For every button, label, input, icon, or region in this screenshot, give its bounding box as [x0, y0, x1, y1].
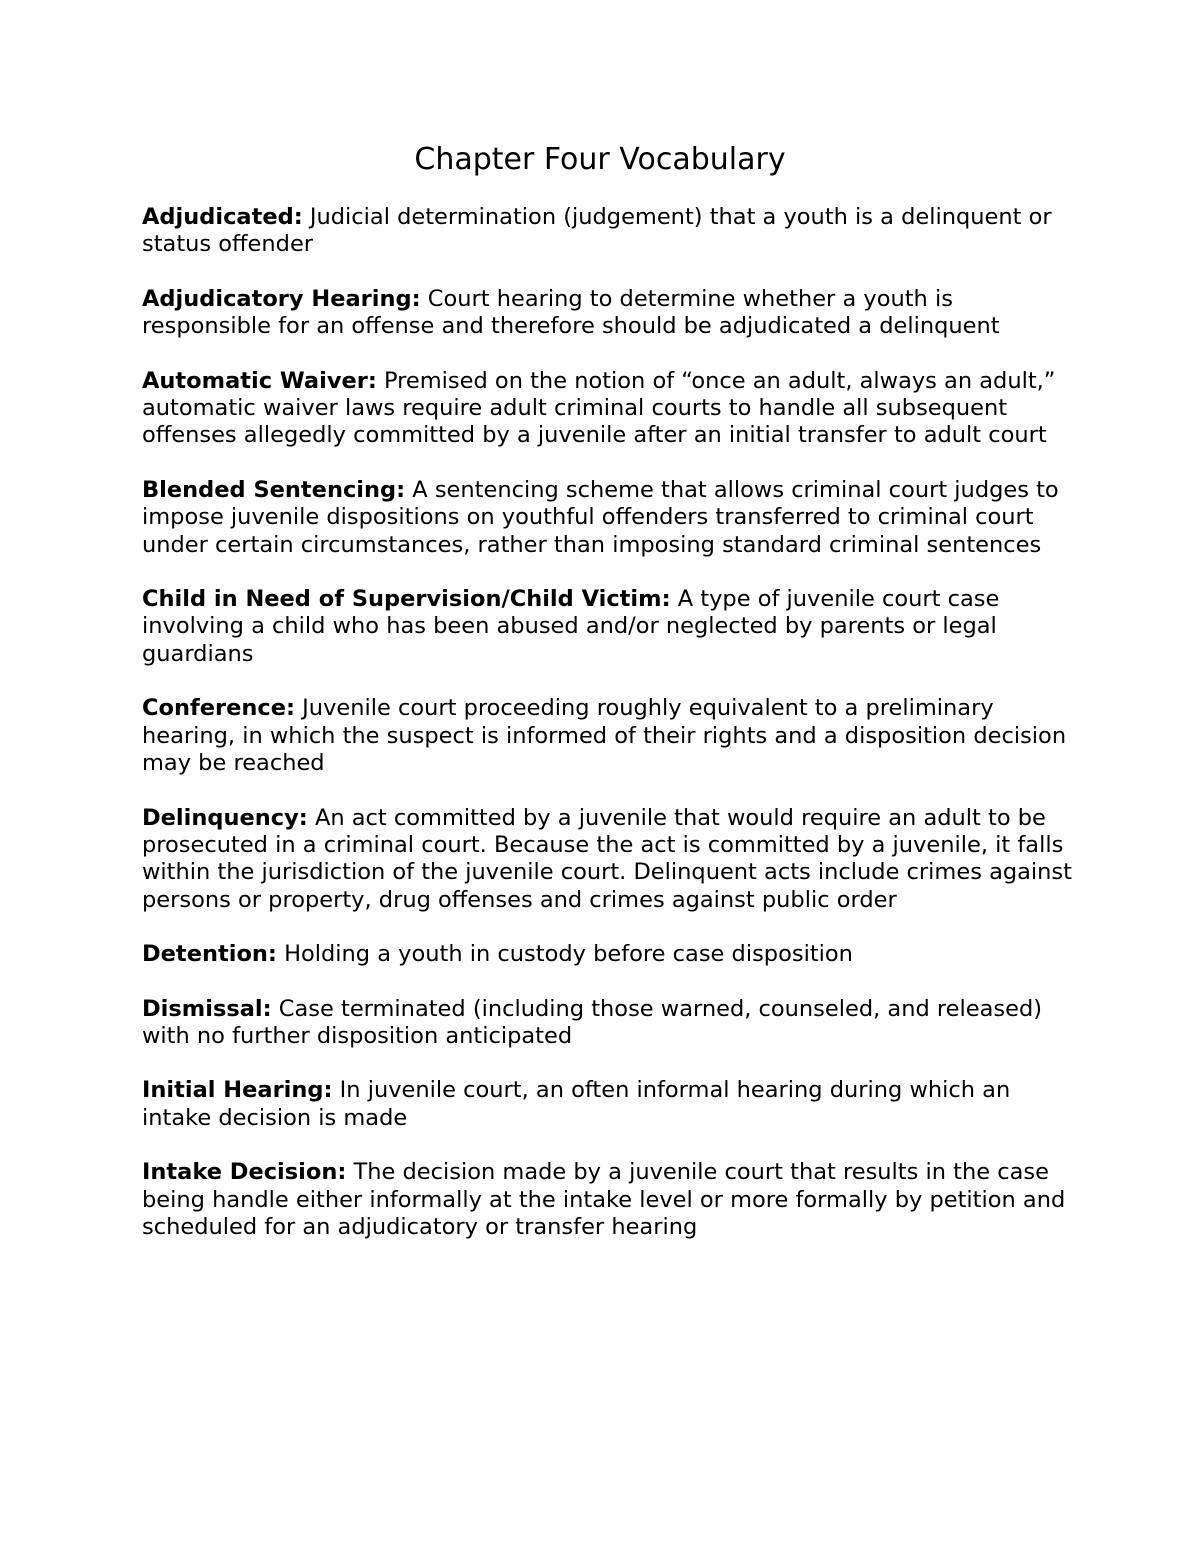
vocabulary-definition: Premised on the notion of “once an adult, always an adult,” automatic waiver laws require adult criminal courts to handle all subsequent offenses allegedly committed by a juvenile after an initial transfer to adult court — [142, 367, 1056, 449]
vocabulary-entry-dismissal — [142, 996, 1072, 1051]
vocabulary-definition: The decision made by a juvenile court that results in the case being handle either informally at the intake level or more formally by petition and scheduled for an adjudicatory or transfer hearing — [142, 1159, 1066, 1240]
vocabulary-term: Blended Sentencing: — [142, 476, 406, 503]
vocabulary-entry-child-in-need-of-supervision — [142, 586, 1072, 668]
vocabulary-definition: Holding a youth in custody before case disposition — [276, 941, 853, 968]
vocabulary-definition: In juvenile court, an often informal hearing during which an intake decision is made — [142, 1077, 1011, 1131]
vocabulary-definition: An act committed by a juvenile that would require an adult to be prosecuted in a criminal court. Because the act is committed by a juvenile, it falls within the jurisdiction of the juvenile court. Delinquent acts include crimes against persons or property, drug offenses and crimes against public order — [142, 804, 1072, 913]
vocabulary-term: Delinquency: — [142, 804, 308, 831]
vocabulary-entry-adjudicated — [142, 204, 1072, 259]
vocabulary-term: Conference: — [142, 695, 296, 722]
vocabulary-term: Detention: — [142, 941, 277, 968]
vocabulary-definition: Court hearing to determine whether a youth is responsible for an offense and therefore should be adjudicated a delinquent — [142, 285, 1000, 340]
vocabulary-list — [142, 204, 1072, 1268]
vocabulary-term: Intake Decision: — [142, 1159, 347, 1186]
vocabulary-entry-detention — [142, 941, 1072, 968]
vocabulary-definition: A sentencing scheme that allows criminal court judges to impose juvenile dispositions on youthful offenders transferred to criminal court under certain circumstances, rather than imposing standard criminal sentences — [142, 476, 1059, 558]
vocabulary-entry-automatic-waiver — [142, 368, 1072, 450]
vocabulary-term: Initial Hearing: — [142, 1077, 333, 1104]
vocabulary-entry-conference — [142, 695, 1072, 777]
vocabulary-term: Adjudicatory Hearing: — [142, 285, 421, 312]
vocabulary-entry-blended-sentencing — [142, 477, 1072, 559]
vocabulary-definition: A type of juvenile court case involving a child who has been abused and/or neglected by parents or legal guardians — [142, 586, 1000, 667]
vocabulary-term: Automatic Waiver: — [142, 367, 377, 394]
vocabulary-definition: Case terminated (including those warned, counseled, and released) with no further disposition anticipated — [142, 995, 1043, 1049]
vocabulary-definition: Judicial determination (judgement) that a youth is a delinquent or status offender — [142, 204, 1052, 258]
vocabulary-term: Adjudicated: — [142, 204, 303, 230]
vocabulary-entry-initial-hearing — [142, 1077, 1072, 1132]
vocabulary-term: Child in Need of Supervision/Child Victim: — [142, 586, 671, 613]
page-title: Chapter Four Vocabulary — [414, 142, 786, 177]
vocabulary-term: Dismissal: — [142, 995, 272, 1022]
vocabulary-entry-adjudicatory-hearing — [142, 286, 1072, 341]
vocabulary-entry-delinquency — [142, 805, 1072, 915]
vocabulary-definition: Juvenile court proceeding roughly equivalent to a preliminary hearing, in which the suspect is informed of their rights and a disposition decision may be reached — [142, 695, 1067, 777]
vocabulary-entry-intake-decision — [142, 1159, 1072, 1241]
